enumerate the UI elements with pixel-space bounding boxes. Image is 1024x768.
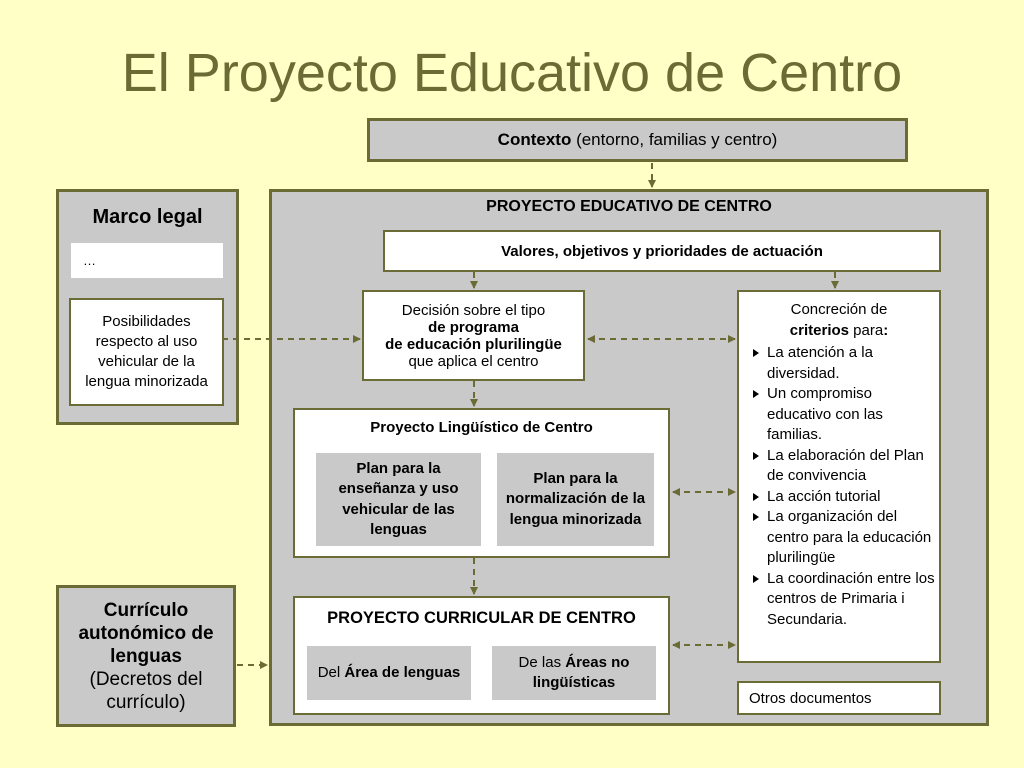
vehicular-plan-box: Plan para la enseñanza y uso vehicular de las lenguas [316,453,481,546]
decision-line-1: Decisión sobre el tipo [401,301,546,319]
decision-line-4: que aplica el centro [408,352,539,370]
criteria-heading-line-1: Concreción de [790,301,888,318]
legal-ellipsis-box: … [71,243,223,278]
legal-framework-title: Marco legal [92,206,203,228]
non-language-areas-label: Áreas no lingüísticas [532,653,630,691]
criteria-item: La atención a la diversidad. [739,343,935,384]
normalization-plan-box: Plan para la normalización de la lengua minorizada [497,453,654,546]
language-area-prefix: Del [317,663,345,681]
curriculum-title: Currículo autonómico de lenguas [78,599,214,667]
vehicular-language-possibilities-box: Posibilidades respecto al uso vehicular de la lengua minorizada [69,298,224,406]
values-objectives-box: Valores, objetivos y prioridades de actuación [383,230,941,272]
criteria-heading-rest: para [849,322,884,339]
decision-line-2: de programa [428,318,519,336]
educational-project-title: PROYECTO EDUCATIVO DE CENTRO [486,198,772,215]
curricular-project-title: PROYECTO CURRICULAR DE CENTRO [327,609,636,627]
decision-line-3: de educación plurilingüe [385,335,562,353]
linguistic-project-title: Proyecto Lingüístico de Centro [370,419,593,436]
criteria-item: La coordinación entre los centros de Primaria i Secundaria. [739,569,935,631]
context-detail: (entorno, familias y centro) [571,130,778,149]
criteria-item: La acción tutorial [739,487,935,508]
non-language-areas-prefix: De las [518,653,566,671]
other-documents-box: Otros documentos [737,681,941,715]
context-label: Contexto [497,130,572,149]
criteria-item: La organización del centro para la educación plurilingüe [739,507,935,569]
criteria-item: Un compromiso educativo con las familias. [739,384,935,446]
language-area-label: Área de lenguas [344,663,461,681]
criteria-item: La elaboración del Plan de convivencia [739,446,935,487]
page-title: El Proyecto Educativo de Centro [121,43,903,103]
criteria-heading-bold: criterios [789,322,849,339]
criteria-heading-colon: : [883,322,889,339]
curriculum-decrees: (Decretos del currículo) [89,668,203,713]
